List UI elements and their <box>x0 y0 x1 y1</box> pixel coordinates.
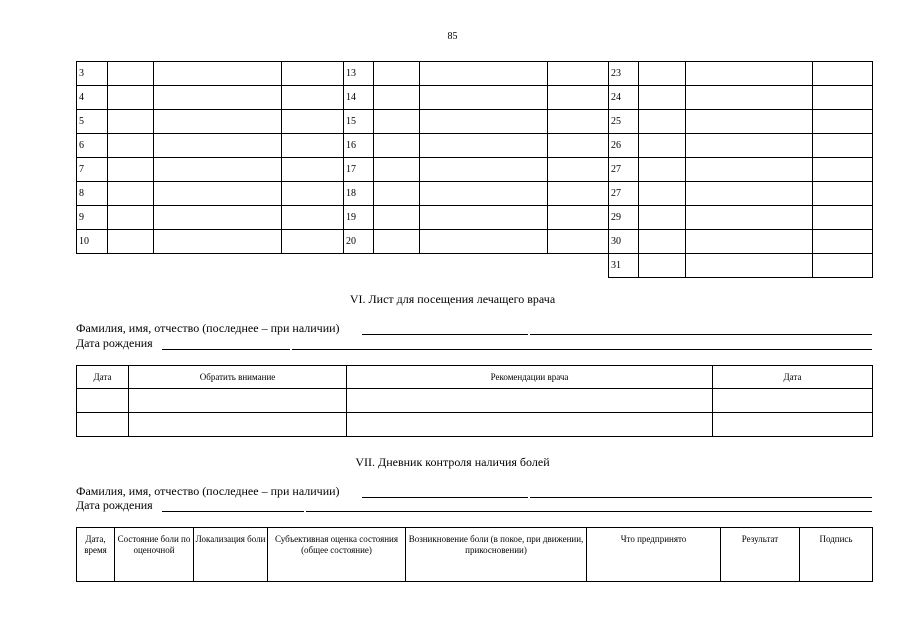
entry-cell[interactable] <box>548 86 609 110</box>
days-grid-row <box>77 134 873 158</box>
entry-cell[interactable] <box>686 254 813 278</box>
entry-cell[interactable] <box>154 230 282 254</box>
entry-cell[interactable] <box>639 182 686 206</box>
entry-cell[interactable] <box>639 230 686 254</box>
entry-cell[interactable] <box>108 206 154 230</box>
fio-rule-part1 <box>362 334 528 335</box>
column-header: Подпись <box>800 528 873 582</box>
days-grid-row <box>77 206 873 230</box>
empty-cell <box>420 254 548 278</box>
entry-cell[interactable] <box>282 230 344 254</box>
dob-label: Дата рождения <box>76 336 153 350</box>
entry-cell[interactable] <box>374 86 420 110</box>
entry-cell[interactable] <box>813 134 873 158</box>
entry-cell[interactable] <box>639 110 686 134</box>
entry-cell[interactable] <box>77 389 129 413</box>
entry-cell[interactable] <box>154 86 282 110</box>
days-grid-row <box>77 230 873 254</box>
days-grid-row <box>77 254 873 278</box>
day-number-cell: 31 <box>609 254 639 278</box>
days-grid-row <box>77 62 873 86</box>
column-header: Локализация боли <box>194 528 268 582</box>
entry-cell[interactable] <box>154 182 282 206</box>
fio-label: Фамилия, имя, отчество (последнее – при наличии) <box>76 484 340 498</box>
entry-cell[interactable] <box>420 206 548 230</box>
entry-cell[interactable] <box>639 254 686 278</box>
section-6-title: VI. Лист для посещения лечащего врача <box>349 292 556 306</box>
entry-cell[interactable] <box>686 182 813 206</box>
day-number-cell: 24 <box>609 86 639 110</box>
fio-field-6[interactable] <box>76 321 872 335</box>
entry-cell[interactable] <box>374 230 420 254</box>
entry-cell[interactable] <box>813 206 873 230</box>
pain-diary-table <box>76 527 873 582</box>
entry-cell[interactable] <box>282 62 344 86</box>
entry-cell[interactable] <box>108 182 154 206</box>
day-number-cell: 6 <box>77 134 108 158</box>
entry-cell[interactable] <box>420 182 548 206</box>
day-number-cell: 3 <box>77 62 108 86</box>
days-grid-row <box>77 158 873 182</box>
empty-cell <box>77 254 108 278</box>
entry-cell[interactable] <box>639 134 686 158</box>
day-number-cell: 7 <box>77 158 108 182</box>
doctor-visits-table <box>76 365 873 437</box>
day-number-cell: 25 <box>609 110 639 134</box>
empty-cell <box>374 254 420 278</box>
entry-cell[interactable] <box>813 158 873 182</box>
entry-cell[interactable] <box>282 86 344 110</box>
dob-field-6[interactable] <box>76 336 872 350</box>
entry-cell[interactable] <box>129 413 347 437</box>
table-row <box>77 413 873 437</box>
entry-cell[interactable] <box>108 158 154 182</box>
entry-cell[interactable] <box>639 206 686 230</box>
entry-cell[interactable] <box>548 206 609 230</box>
empty-cell <box>154 254 282 278</box>
empty-cell <box>108 254 154 278</box>
entry-cell[interactable] <box>813 62 873 86</box>
entry-cell[interactable] <box>282 158 344 182</box>
entry-cell[interactable] <box>154 158 282 182</box>
entry-cell[interactable] <box>154 206 282 230</box>
column-header: Дата, время <box>77 528 115 582</box>
day-number-cell: 29 <box>609 206 639 230</box>
entry-cell[interactable] <box>548 182 609 206</box>
entry-cell[interactable] <box>374 134 420 158</box>
day-number-cell: 18 <box>344 182 374 206</box>
dob-rule-part2 <box>292 349 872 350</box>
empty-cell <box>282 254 344 278</box>
days-grid-row <box>77 182 873 206</box>
entry-cell[interactable] <box>420 230 548 254</box>
entry-cell[interactable] <box>813 182 873 206</box>
day-number-cell: 19 <box>344 206 374 230</box>
entry-cell[interactable] <box>108 134 154 158</box>
empty-cell <box>548 254 609 278</box>
column-header: Что предпринято <box>587 528 721 582</box>
entry-cell[interactable] <box>108 62 154 86</box>
days-grid-row <box>77 110 873 134</box>
entry-cell[interactable] <box>374 206 420 230</box>
entry-cell[interactable] <box>420 134 548 158</box>
entry-cell[interactable] <box>77 413 129 437</box>
day-number-cell: 27 <box>609 158 639 182</box>
entry-cell[interactable] <box>548 230 609 254</box>
entry-cell[interactable] <box>374 62 420 86</box>
day-number-cell: 13 <box>344 62 374 86</box>
entry-cell[interactable] <box>154 134 282 158</box>
day-number-cell: 16 <box>344 134 374 158</box>
dob-rule-part2 <box>306 511 872 512</box>
entry-cell[interactable] <box>347 413 713 437</box>
day-number-cell: 30 <box>609 230 639 254</box>
column-header: Результат <box>721 528 800 582</box>
entry-cell[interactable] <box>548 62 609 86</box>
entry-cell[interactable] <box>548 110 609 134</box>
entry-cell[interactable] <box>813 230 873 254</box>
entry-cell[interactable] <box>108 86 154 110</box>
fio-rule-part2 <box>530 334 872 335</box>
fio-field-7[interactable] <box>76 484 872 498</box>
days-grid-table <box>76 61 873 278</box>
entry-cell[interactable] <box>420 110 548 134</box>
dob-label: Дата рождения <box>76 498 153 512</box>
entry-cell[interactable] <box>108 110 154 134</box>
column-header: Дата <box>713 366 873 389</box>
day-number-cell: 27 <box>609 182 639 206</box>
fio-label: Фамилия, имя, отчество (последнее – при наличии) <box>76 321 340 335</box>
day-number-cell: 5 <box>77 110 108 134</box>
entry-cell[interactable] <box>713 389 873 413</box>
entry-cell[interactable] <box>686 62 813 86</box>
dob-rule-part1 <box>162 349 290 350</box>
column-header: Дата <box>77 366 129 389</box>
entry-cell[interactable] <box>686 134 813 158</box>
entry-cell[interactable] <box>108 230 154 254</box>
entry-cell[interactable] <box>420 62 548 86</box>
column-header: Субъективная оценка состояния (общее состояние) <box>268 528 406 582</box>
day-number-cell: 23 <box>609 62 639 86</box>
day-number-cell: 9 <box>77 206 108 230</box>
entry-cell[interactable] <box>713 413 873 437</box>
entry-cell[interactable] <box>639 62 686 86</box>
entry-cell[interactable] <box>282 206 344 230</box>
day-number-cell: 8 <box>77 182 108 206</box>
dob-field-7[interactable] <box>76 498 872 512</box>
entry-cell[interactable] <box>639 86 686 110</box>
column-header: Состояние боли по оценочной <box>115 528 194 582</box>
entry-cell[interactable] <box>813 254 873 278</box>
entry-cell[interactable] <box>374 110 420 134</box>
entry-cell[interactable] <box>639 158 686 182</box>
entry-cell[interactable] <box>548 158 609 182</box>
entry-cell[interactable] <box>374 158 420 182</box>
entry-cell[interactable] <box>282 110 344 134</box>
entry-cell[interactable] <box>686 110 813 134</box>
empty-cell <box>344 254 374 278</box>
entry-cell[interactable] <box>686 206 813 230</box>
entry-cell[interactable] <box>686 86 813 110</box>
section-7-title: VII. Дневник контроля наличия болей <box>355 455 550 469</box>
entry-cell[interactable] <box>548 134 609 158</box>
entry-cell[interactable] <box>282 134 344 158</box>
day-number-cell: 20 <box>344 230 374 254</box>
day-number-cell: 14 <box>344 86 374 110</box>
entry-cell[interactable] <box>686 230 813 254</box>
entry-cell[interactable] <box>154 110 282 134</box>
column-header: Обратить внимание <box>129 366 347 389</box>
dob-rule-part1 <box>162 511 304 512</box>
day-number-cell: 26 <box>609 134 639 158</box>
entry-cell[interactable] <box>374 182 420 206</box>
day-number-cell: 4 <box>77 86 108 110</box>
entry-cell[interactable] <box>282 182 344 206</box>
column-header: Возникновение боли (в покое, при движении, прикосновении) <box>406 528 587 582</box>
days-grid-row <box>77 86 873 110</box>
entry-cell[interactable] <box>686 158 813 182</box>
entry-cell[interactable] <box>154 62 282 86</box>
entry-cell[interactable] <box>813 110 873 134</box>
entry-cell[interactable] <box>420 86 548 110</box>
entry-cell[interactable] <box>813 86 873 110</box>
column-header: Рекомендации врача <box>347 366 713 389</box>
table-row <box>77 389 873 413</box>
page-number: 85 <box>447 31 458 42</box>
entry-cell[interactable] <box>420 158 548 182</box>
entry-cell[interactable] <box>347 389 713 413</box>
day-number-cell: 15 <box>344 110 374 134</box>
entry-cell[interactable] <box>129 389 347 413</box>
day-number-cell: 17 <box>344 158 374 182</box>
day-number-cell: 10 <box>77 230 108 254</box>
